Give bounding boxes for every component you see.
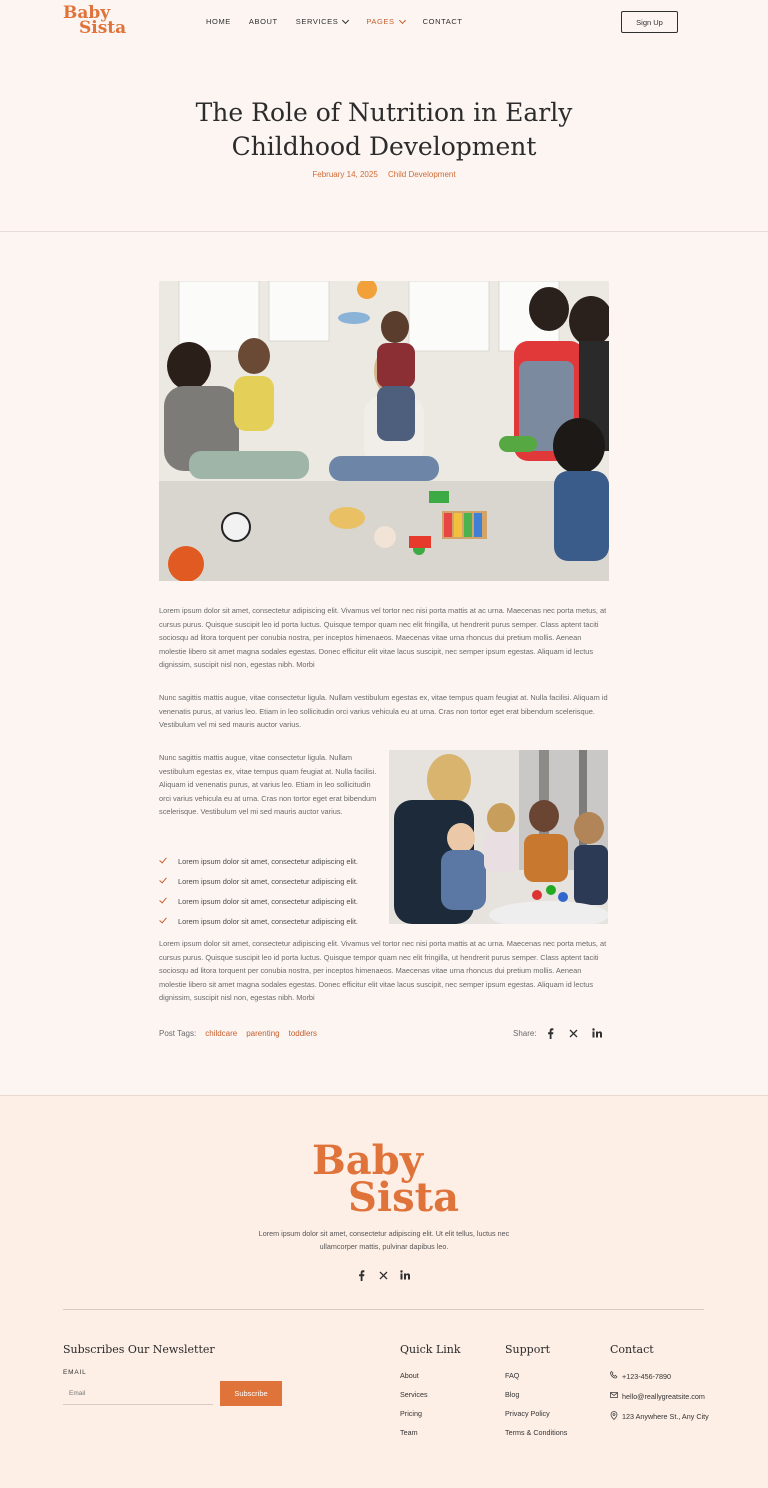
- check-icon: [159, 876, 169, 886]
- nav-pages-label: PAGES: [366, 17, 395, 26]
- contact-phone[interactable]: [610, 1371, 710, 1382]
- quick-link-title: Quick Link: [400, 1343, 461, 1356]
- list-item: [159, 851, 384, 871]
- nav-about[interactable]: [249, 17, 278, 26]
- footer-divider: [63, 1309, 704, 1310]
- subscribe-button[interactable]: Subscribe: [220, 1381, 282, 1406]
- contact-title: Contact: [610, 1343, 654, 1356]
- contact-list: [610, 1371, 710, 1431]
- newsletter-title: Subscribes Our Newsletter: [63, 1343, 215, 1356]
- logo-line2: Sista: [79, 18, 127, 38]
- signup-button[interactable]: Sign Up: [621, 11, 678, 33]
- side-image: [389, 750, 608, 924]
- footer-link-faq[interactable]: FAQ: [505, 1371, 520, 1380]
- chevron-down-icon: [342, 16, 349, 23]
- footer-social: [356, 1270, 410, 1280]
- post-paragraph: Lorem ipsum dolor sit amet, consectetur adipiscing elit. Vivamus vel tortor nec nisi porta mattis at ac urna. Maecenas nec porta metus, at cursus purus. Quisque suscipit leo id porta luctus. Quisque tempor quam nec elit fringilla, ut hendrerit purus semper. Class aptent taciti sociosqu ad litora torquent per conubia nostra, per inceptos himenaeos. Maecenas vitae urna rhoncus dui pretium mollis. Aenean molestie libero sit amet magna sodales egestas. Donec efficitur elit vitae lacus suscipit, nec semper ipsum egestas. Aliquam id lectus dignissim, suscipit nisl non, egestas nibh. Morbi: [159, 606, 607, 670]
- check-icon: [159, 896, 169, 906]
- tag-link[interactable]: toddlers: [288, 1029, 318, 1038]
- nav-services[interactable]: [296, 17, 349, 26]
- post-meta: [184, 170, 584, 179]
- footer-logo-line1: Baby: [312, 1137, 423, 1184]
- footer-logo[interactable]: [312, 1137, 462, 1221]
- linkedin-icon[interactable]: [592, 1028, 602, 1038]
- chevron-down-icon: [399, 16, 406, 23]
- footer-logo-line2: Sista: [348, 1174, 459, 1221]
- footer-link-team[interactable]: Team: [400, 1428, 418, 1437]
- share-bar: [513, 1028, 602, 1038]
- share-label: Share:: [513, 1028, 537, 1038]
- nav-home-label: HOME: [206, 17, 231, 26]
- post-paragraph: Lorem ipsum dolor sit amet, consectetur adipiscing elit. Vivamus vel tortor nec nisi porta mattis at ac urna. Maecenas nec porta metus, at cursus purus. Quisque suscipit leo id porta luctus. Quisque tempor quam nec elit fringilla, ut hendrerit purus semper. Class aptent taciti sociosqu ad litora torquent per conubia nostra, per inceptos himenaeos. Maecenas vitae urna rhoncus dui pretium mollis. Aenean molestie libero sit amet magna sodales egestas. Donec efficitur elit vitae lacus suscipit, nec semper ipsum egestas. Aliquam id lectus dignissim, suscipit nisl non, egestas nibh. Morbi: [159, 939, 607, 1003]
- nav-pages[interactable]: [366, 17, 404, 26]
- support-list: [505, 1371, 567, 1447]
- contact-email-text: hello@reallygreatsite.com: [622, 1392, 705, 1401]
- post-category[interactable]: Child Development: [388, 170, 456, 179]
- phone-icon: [610, 1371, 617, 1379]
- footer-link-privacy[interactable]: Privacy Policy: [505, 1409, 550, 1418]
- post-tags: [159, 1029, 317, 1038]
- footer-link-pricing[interactable]: Pricing: [400, 1409, 422, 1418]
- tag-link[interactable]: parenting: [246, 1029, 280, 1038]
- footer-link-terms[interactable]: Terms & Conditions: [505, 1428, 568, 1437]
- email-field[interactable]: [63, 1383, 213, 1405]
- check-icon: [159, 916, 169, 926]
- main-nav: [206, 17, 481, 26]
- contact-address-text: 123 Anywhere St., Any City: [622, 1412, 709, 1421]
- list-item: [159, 871, 384, 891]
- list-item: [159, 911, 384, 931]
- support-title: Support: [505, 1343, 551, 1356]
- brand-logo[interactable]: [63, 3, 127, 38]
- tag-link[interactable]: childcare: [205, 1029, 238, 1038]
- mail-icon: [610, 1391, 617, 1399]
- footer-link-services[interactable]: Services: [400, 1390, 428, 1399]
- email-label: EMAIL: [63, 1369, 87, 1376]
- post-paragraph: Nunc sagittis mattis augue, vitae consectetur ligula. Nullam vestibulum egestas ex, vitae tempus quam feugiat at. Nulla facilisi. Aliquam id venenatis purus, at varius leo. Etiam in leo sollicitudin orci varius vehicula eu at urna. Cras non tortor eget erat bibendum scelerisque. Vestibulum vel mi sed mauris auctor varius.: [159, 753, 377, 817]
- list-item-text: Lorem ipsum dolor sit amet, consectetur adipiscing elit.: [178, 876, 358, 886]
- quick-link-list: [400, 1371, 428, 1447]
- nav-home[interactable]: [206, 17, 231, 26]
- check-icon: [159, 856, 169, 866]
- tags-label: Post Tags:: [159, 1029, 197, 1038]
- footer-description: Lorem ipsum dolor sit amet, consectetur adipiscing elit. Ut elit tellus, luctus nec ullamcorper mattis, pulvinar dapibus leo.: [258, 1229, 510, 1251]
- list-item: [159, 891, 384, 911]
- post-paragraph: Nunc sagittis mattis augue, vitae consectetur ligula. Nullam vestibulum egestas ex, vitae tempus quam feugiat at. Nulla facilisi. Aliquam id venenatis purus, at varius leo. Etiam in leo sollicitudin orci varius vehicula eu at urna. Cras non tortor eget erat bibendum scelerisque. Vestibulum vel mi sed mauris auctor varius.: [159, 693, 608, 730]
- nav-about-label: ABOUT: [248, 17, 278, 26]
- nav-contact-label: CONTACT: [422, 17, 463, 26]
- contact-phone-text: +123-456-7890: [622, 1372, 671, 1381]
- x-icon[interactable]: [378, 1270, 388, 1280]
- location-pin-icon: [610, 1411, 617, 1419]
- nav-contact[interactable]: [423, 17, 463, 26]
- contact-email[interactable]: [610, 1391, 710, 1402]
- divider: [0, 231, 768, 232]
- linkedin-icon[interactable]: [400, 1270, 410, 1280]
- list-item-text: Lorem ipsum dolor sit amet, consectetur adipiscing elit.: [178, 916, 358, 926]
- featured-image: [159, 281, 609, 581]
- page-title: The Role of Nutrition in Early Childhood Development: [195, 98, 573, 161]
- list-item-text: Lorem ipsum dolor sit amet, consectetur adipiscing elit.: [178, 856, 358, 866]
- post-date: February 14, 2025: [312, 170, 378, 179]
- footer-link-blog[interactable]: Blog: [505, 1390, 520, 1399]
- nav-services-label: SERVICES: [295, 17, 339, 26]
- facebook-icon[interactable]: [546, 1028, 556, 1038]
- footer-link-about[interactable]: About: [400, 1371, 419, 1380]
- facebook-icon[interactable]: [356, 1270, 366, 1280]
- x-icon[interactable]: [569, 1028, 579, 1038]
- contact-address: [610, 1411, 710, 1422]
- list-item-text: Lorem ipsum dolor sit amet, consectetur adipiscing elit.: [178, 896, 358, 906]
- logo-line1: Baby: [63, 3, 111, 23]
- checklist: [159, 851, 384, 931]
